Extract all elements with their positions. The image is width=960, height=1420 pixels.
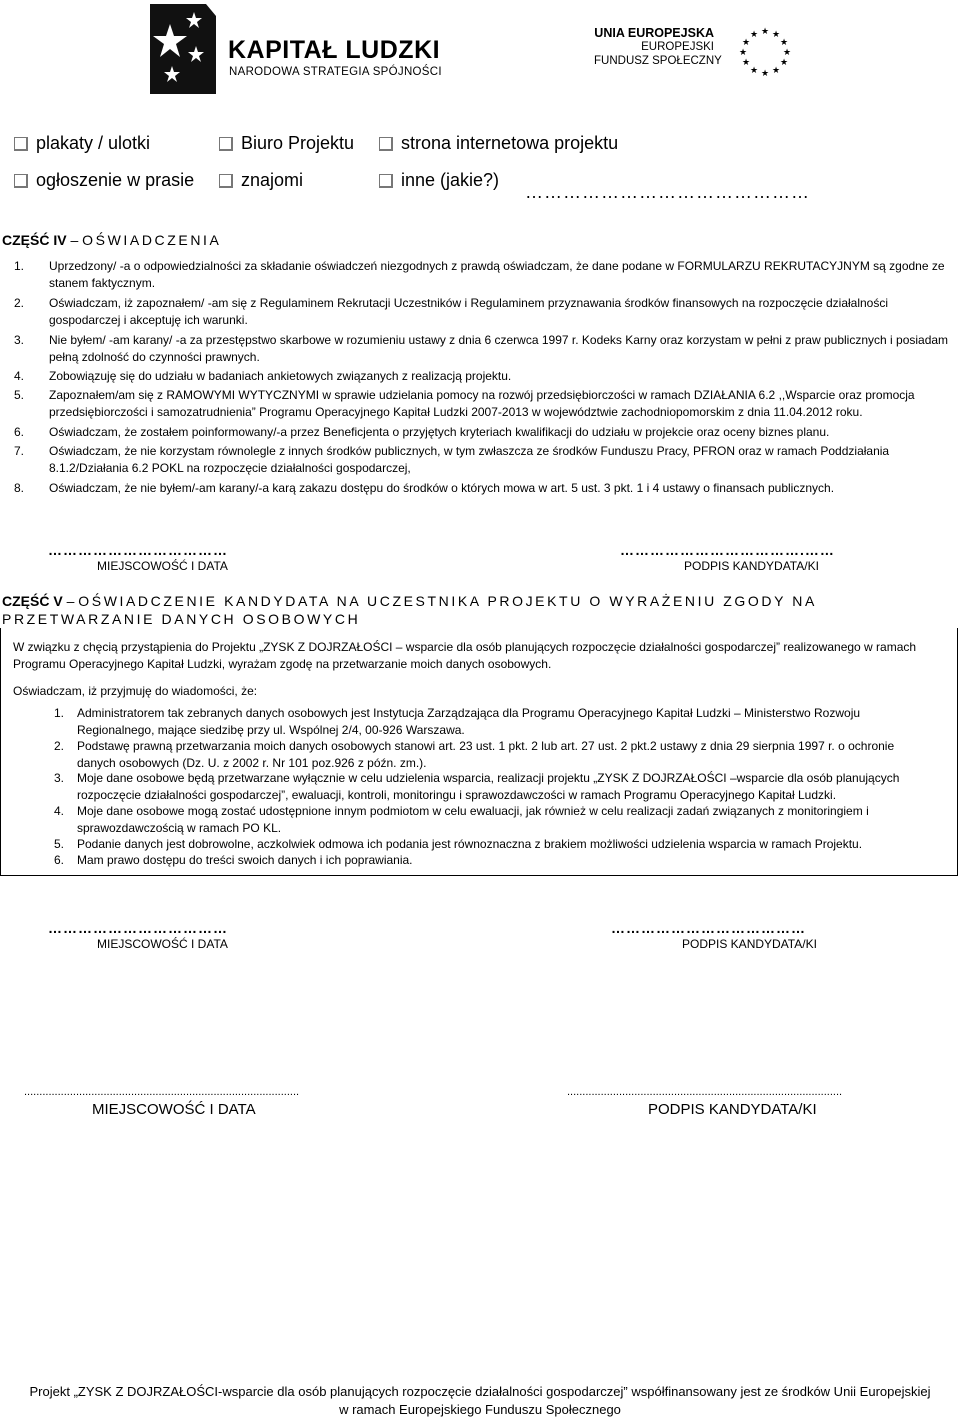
option-inne-fill-line[interactable]: ……………………………………… — [525, 182, 810, 202]
item-text: Mam prawo dostępu do treści swoich danych i ich poprawiania. — [77, 853, 413, 867]
item-number: 2. — [14, 296, 25, 310]
part5-label: CZĘŚĆ V — [2, 593, 63, 609]
svg-text:★: ★ — [749, 66, 759, 76]
sig1-place-date-label: MIEJSCOWOŚĆ I DATA — [97, 559, 228, 573]
sig3-place-date-line[interactable]: .......................................................................................... — [24, 1086, 300, 1098]
eu-stars-icon — [736, 26, 794, 76]
option-strona-internetowa[interactable] — [379, 133, 618, 154]
option-znajomi[interactable] — [219, 170, 303, 191]
item-text: Podanie danych jest dobrowolne, aczkolwiek odmowa ich podania jest równoznaczna z brakiem możliwości udzielenia wsparcia w ramach Projektu. — [77, 837, 863, 851]
sig3-place-date-label: MIEJSCOWOŚĆ I DATA — [92, 1101, 256, 1118]
item-number: 8. — [14, 481, 25, 495]
sig1-signature-label: PODPIS KANDYDATA/KI — [684, 559, 819, 573]
part5-title-line1: OŚWIADCZENIE KANDYDATA NA UCZESTNIKA PROJEKTU O WYRAŻENIU ZGODY NA — [78, 593, 817, 609]
svg-text:★: ★ — [749, 30, 759, 40]
option-label: strona internetowa projektu — [401, 133, 619, 153]
option-label: plakaty / ulotki — [36, 133, 151, 153]
checkbox[interactable] — [379, 174, 393, 188]
item-number: 1. — [14, 259, 25, 273]
checkbox[interactable] — [14, 174, 28, 188]
part5-heading — [2, 593, 817, 609]
svg-text:★: ★ — [738, 48, 748, 58]
item-text: Oświadczam, że nie korzystam równolegle z innych środków publicznych, w tym zwłaszcza ze środków Funduszu Pracy, PFRON oraz w ramach Poddziałania 8.1.2/Działania 6.2 POKL na rozpoczęcie działalności gospodarczej, — [49, 444, 890, 475]
eu-logo — [594, 26, 830, 76]
option-ogloszenie-w-prasie[interactable] — [14, 170, 194, 191]
option-biuro-projektu[interactable] — [219, 133, 354, 154]
item-text: Oświadczam, że zostałem poinformowany/-a przez Beneficjenta o przyjętych kryteriach kwalifikacji do udziału w projekcie oraz oceny biznes planu. — [49, 425, 830, 439]
option-label: ogłoszenie w prasie — [36, 170, 195, 190]
item-text: Oświadczam, że nie byłem/-am karany/-a karą zakazu dostępu do środków o których mowa w art. 5 ust. 3 pkt. 1 i 4 ustawy o finansach publicznych. — [49, 481, 835, 495]
kapital-ludzki-subtitle: NARODOWA STRATEGIA SPÓJNOŚCI — [229, 66, 442, 78]
footer-line-2: w ramach Europejskiego Funduszu Społecznego — [339, 1402, 621, 1417]
item-number: 3. — [14, 333, 25, 347]
svg-text:★: ★ — [779, 38, 789, 48]
sig2-signature-line[interactable]: ………………………………… — [611, 920, 806, 936]
sig2-place-date-label: MIEJSCOWOŚĆ I DATA — [97, 937, 228, 951]
item-number: 1. — [54, 706, 65, 720]
svg-text:★: ★ — [771, 66, 781, 76]
svg-text:★: ★ — [771, 30, 781, 40]
part4-title: OŚWIADCZENIA — [82, 232, 222, 248]
kapital-ludzki-logo — [150, 4, 450, 96]
item-text: Podstawę prawną przetwarzania moich danych osobowych stanowi art. 23 ust. 1 pkt. 2 lub art. 27 ust. 2 pkt.2 ustawy z dnia 29 sierpnia 1997 r. o ochronie danych osobowych (Dz. U. z 2002 r. Nr 101 poz.926 z późn. zm.). — [77, 739, 895, 770]
part5-dash: – — [66, 593, 75, 609]
part5-title-line2: PRZETWARZANIE DANYCH OSOBOWYCH — [2, 611, 361, 627]
part4-label: CZĘŚĆ IV — [2, 232, 67, 248]
checkbox[interactable] — [379, 137, 393, 151]
item-number: 6. — [14, 425, 25, 439]
item-number: 3. — [54, 771, 65, 785]
item-number: 7. — [14, 444, 25, 458]
svg-text:★: ★ — [741, 38, 751, 48]
item-text: Zobowiązuję się do udziału w badaniach ankietowych związanych z realizacją projektu. — [49, 369, 512, 383]
sig2-place-date-line[interactable]: ……………………………… — [48, 920, 228, 936]
eu-line-2: EUROPEJSKI — [641, 41, 714, 53]
part5-intro: W związku z chęcią przystąpienia do Projektu „ZYSK Z DOJRZAŁOŚCI – wsparcie dla osób planujących rozpoczęcie działalności gospodarczej” realizowanego w ramach Programu Operacyjnego Kapitał Ludzki, wyrażam zgodę na przetwarzanie moich danych osobowych. — [13, 640, 917, 671]
option-label: Biuro Projektu — [241, 133, 355, 153]
item-number: 4. — [54, 804, 65, 818]
checkbox[interactable] — [219, 137, 233, 151]
option-label: inne (jakie?) — [401, 170, 500, 190]
kapital-ludzki-emblem-icon — [150, 4, 216, 94]
sig3-signature-line[interactable]: .......................................................................................... — [567, 1086, 843, 1098]
sig3-signature-label: PODPIS KANDYDATA/KI — [648, 1101, 817, 1118]
item-text: Moje dane osobowe będą przetwarzane wyłącznie w celu udzielenia wsparcia, realizacji projektu „ZYSK Z DOJRZAŁOŚCI –wsparcie dla osób planujących rozpoczęcie działalności gospodarczej”, ewaluacji, kontroli, monitoringu i sprawozdawczości w ramach Programu Operacyjnego Kapitał Ludzki. — [77, 771, 900, 802]
item-text: Uprzedzony/ -a o odpowiedzialności za składanie oświadczeń niezgodnych z prawdą oświadczam, że dane podane w FORMULARZU REKRUTACYJNYM są zgodne ze stanem faktycznym. — [49, 259, 945, 290]
item-number: 2. — [54, 739, 65, 753]
kapital-ludzki-title: KAPITAŁ LUDZKI — [228, 36, 441, 64]
part4-heading — [2, 232, 221, 248]
svg-text:★: ★ — [741, 58, 751, 68]
checkbox[interactable] — [14, 137, 28, 151]
item-number: 5. — [14, 388, 25, 402]
footer — [0, 1383, 960, 1419]
sig1-place-date-line[interactable]: ……………………………… — [48, 542, 228, 558]
part4-dash: – — [70, 232, 79, 248]
footer-line-1: Projekt „ZYSK Z DOJRZAŁOŚCI-wsparcie dla osób planujących rozpoczęcie działalności gospodarczej” współfinansowany jest ze środków Unii Europejskiej — [29, 1384, 931, 1399]
item-number: 5. — [54, 837, 65, 851]
item-text: Oświadczam, iż zapoznałem/ -am się z Regulaminem Rekrutacji Uczestników i Regulaminem przyznawania środków finansowych na rozpoczęcie działalności gospodarczej i akceptuję ich warunki. — [49, 296, 889, 327]
svg-text:★: ★ — [760, 27, 770, 37]
item-text: Nie byłem/ -am karany/ -a za przestępstwo skarbowe w rozumieniu ustawy z dnia 6 czerwca 1997 r. Kodeks Karny oraz korzystam w pełni z praw publicznych i posiadam pełną zdolność do czynności prawnych. — [49, 333, 949, 364]
item-number: 6. — [54, 853, 65, 867]
part5-lead: Oświadczam, iż przyjmuję do wiadomości, że: — [13, 684, 258, 698]
sig2-signature-label: PODPIS KANDYDATA/KI — [682, 937, 817, 951]
checkbox[interactable] — [219, 174, 233, 188]
eu-line-1: UNIA EUROPEJSKA — [594, 26, 714, 40]
item-text: Zapoznałem/am się z RAMOWYMI WYTYCZNYMI w sprawie udzielania pomocy na rozwój przedsiębiorczości w ramach DZIAŁANIA 6.2 ,,Wsparcie oraz promocja przedsiębiorczości i samozatrudnienia” Programu Operacyjnego Kapitał Ludzki 2007-2013 w województwie zachodniopomorskim z dnia 11.04.2012 roku. — [49, 388, 915, 419]
sig1-signature-line[interactable]: ……………………………….…… — [620, 542, 835, 558]
option-label: znajomi — [241, 170, 304, 190]
eu-line-3: FUNDUSZ SPOŁECZNY — [594, 55, 722, 67]
item-text: Administratorem tak zebranych danych osobowych jest Instytucja Zarządzająca dla Programu Operacyjnego Kapitał Ludzki – Ministerstwo Rozwoju Regionalnego, mające siedzibę przy ul. Wspólnej 2/4, 00-926 Warszawa. — [77, 706, 861, 737]
option-inne[interactable] — [379, 170, 499, 191]
svg-text:★: ★ — [779, 58, 789, 68]
item-text: Moje dane osobowe mogą zostać udostępnione innym podmiotom w celu ewaluacji, jak również w celu realizacji zadań związanych z monitoringiem i sprawozdawczością w ramach PO KL. — [77, 804, 869, 835]
option-plakaty[interactable] — [14, 133, 150, 154]
item-number: 4. — [14, 369, 25, 383]
svg-text:★: ★ — [782, 48, 792, 58]
svg-text:★: ★ — [760, 69, 770, 76]
eu-logo-text — [594, 26, 722, 68]
